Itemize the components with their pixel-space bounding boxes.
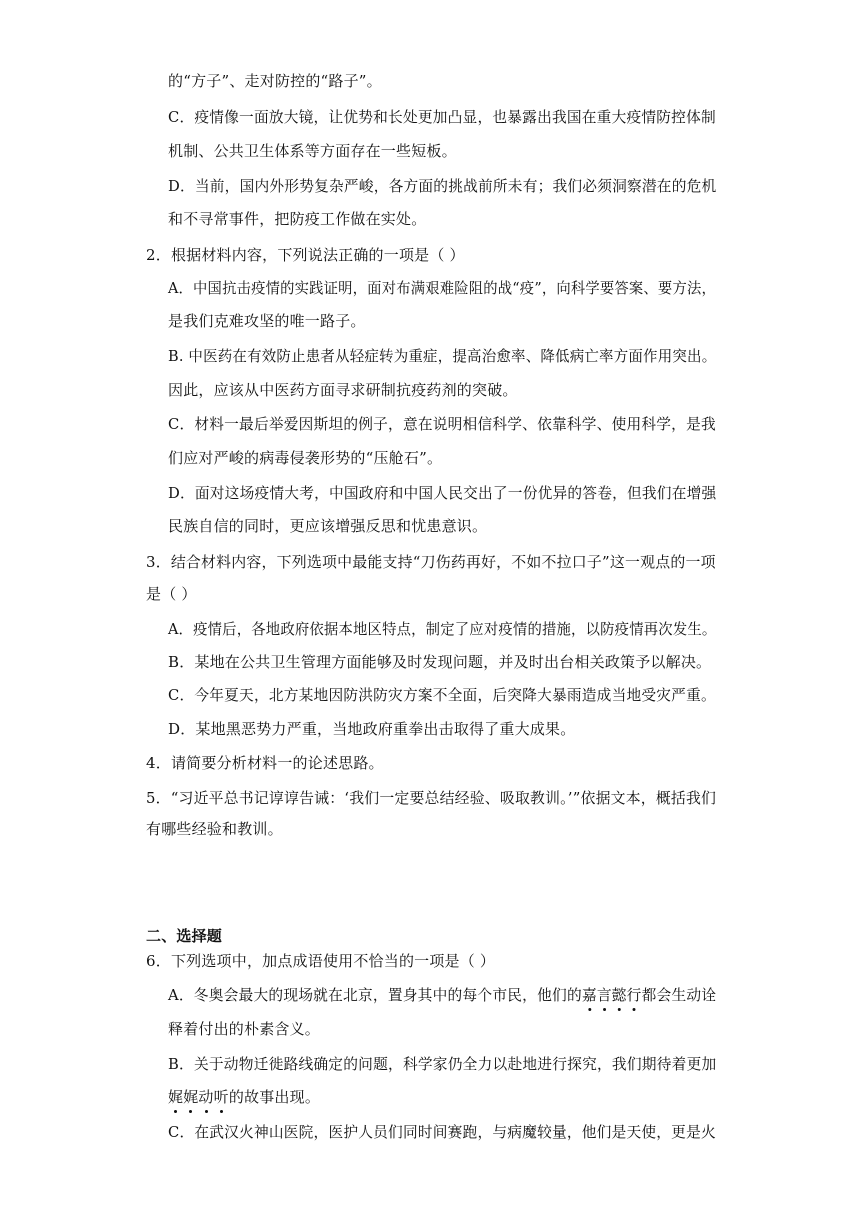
section-heading: 二、选择题 [146, 927, 223, 945]
dotted-char: 言 [596, 986, 612, 1004]
q3-stem-line1: 3．结合材料内容，下列选项中最能支持“刀伤药再好，不如不拉口子”这一观点的一项 [146, 553, 716, 571]
q3-stem-line2: 是（ ） [146, 585, 197, 603]
dotted-char: 行 [626, 986, 642, 1004]
q3-option-b: B．某地在公共卫生管理方面能够及时发现问题，并及时出台相关政策予以解决。 [168, 653, 712, 671]
q6-option-b-line1: B．关于动物迁徙路线确定的问题，科学家仍全力以赴地进行探究，我们期待着更加 [168, 1055, 717, 1073]
dotted-char: 娓 [168, 1088, 184, 1106]
q6-option-a-text: A．冬奥会最大的现场就在北京，置身其中的每个市民，他们的 [168, 986, 582, 1004]
q1-option-d-line1: D．当前，国内外形势复杂严峻，各方面的挑战前所未有；我们必须洞察潜在的危机 [168, 177, 717, 195]
q2-stem: 2．根据材料内容，下列说法正确的一项是（ ） [146, 246, 465, 264]
q5-stem-line1: 5．“习近平总书记谆谆告诫：‘我们一定要总结经验、吸取教训。’”依据文本，概括我们 [146, 789, 717, 807]
q2-option-c-line1: C．材料一最后举爱因斯坦的例子，意在说明相信科学、依靠科学、使用科学，是我 [168, 415, 716, 433]
q2-option-c-line2: 们应对严峻的病毒侵袭形势的“压舱石”。 [168, 449, 443, 467]
dotted-char: 娓 [183, 1088, 199, 1106]
dotted-char: 动 [198, 1088, 214, 1106]
q5-stem-line2: 有哪些经验和教训。 [146, 820, 283, 838]
dotted-char: 嘉 [581, 986, 597, 1004]
q2-option-a-line1: A．中国抗击疫情的实践证明，面对布满艰难险阻的战“疫”，向科学要答案、要方法， [168, 279, 716, 297]
dotted-char: 听 [213, 1088, 229, 1106]
q3-option-d: D．某地黑恶势力严重，当地政府重拳出击取得了重大成果。 [168, 720, 576, 738]
q6-option-a-text-after: 都会生动诠 [641, 986, 717, 1004]
q1-option-c-line1: C．疫情像一面放大镜，让优势和长处更加凸显，也暴露出我国在重大疫情防控体制 [168, 108, 716, 126]
q3-option-c: C．今年夏天，北方某地因防洪防灾方案不全面，后突降大暴雨造成当地受灾严重。 [168, 686, 716, 704]
q4-stem: 4．请简要分析材料一的论述思路。 [146, 754, 384, 772]
q6-option-b-line2 [168, 1087, 320, 1107]
q6-option-c-line1: C．在武汉火神山医院，医护人员们同时间赛跑，与病魔较量，他们是天使，更是火 [168, 1123, 716, 1141]
q6-option-a-line1 [168, 985, 716, 1005]
q1-option-b-continuation: 的“方子”、走对防控的“路子”。 [168, 72, 382, 90]
q6-stem: 6．下列选项中，加点成语使用不恰当的一项是（ ） [146, 952, 496, 970]
q3-option-a: A．疫情后，各地政府依据本地区特点，制定了应对疫情的措施，以防疫情再次发生。 [168, 620, 717, 638]
q2-option-a-line2: 是我们克难攻坚的唯一路子。 [168, 312, 366, 330]
dotted-char: 懿 [611, 986, 627, 1004]
q6-option-b-text-after: 的故事出现。 [228, 1088, 321, 1106]
q2-option-b-line1: B. 中医药在有效防止患者从轻症转为重症，提高治愈率、降低病亡率方面作用突出。 [168, 347, 717, 365]
q2-option-d-line2: 民族自信的同时，更应该增强反思和忧患意识。 [168, 517, 488, 535]
q2-option-d-line1: D．面对这场疫情大考，中国政府和中国人民交出了一份优异的答卷，但我们在增强 [168, 484, 717, 502]
q2-option-b-line2: 因此，应该从中医药方面寻求研制抗疫药剂的突破。 [168, 381, 518, 399]
q1-option-d-line2: 和不寻常事件，把防疫工作做在实处。 [168, 210, 427, 228]
q6-option-a-line2: 释着付出的朴素含义。 [168, 1020, 321, 1038]
q1-option-c-line2: 机制、公共卫生体系等方面存在一些短板。 [168, 142, 457, 160]
